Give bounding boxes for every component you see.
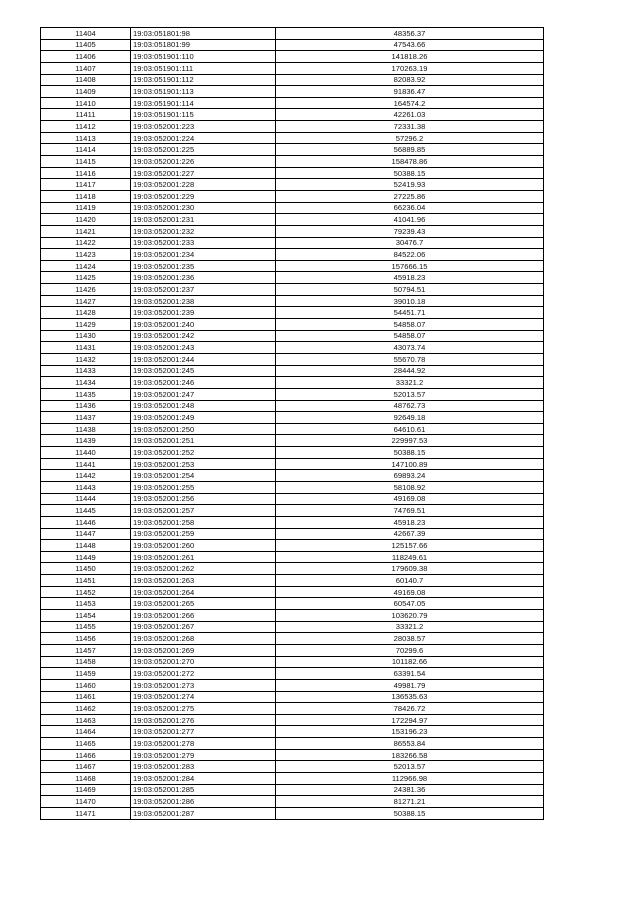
amount-cell: 27225.86 (276, 190, 544, 202)
table-row (41, 330, 544, 342)
cadastral-number-cell: 19:03:052001:263 (131, 575, 276, 587)
row-number-cell: 11448 (41, 540, 131, 552)
row-number-cell: 11447 (41, 528, 131, 540)
amount-cell: 52013.57 (276, 761, 544, 773)
table-row (41, 62, 544, 74)
table-row (41, 260, 544, 272)
cadastral-number-cell: 19:03:051901:111 (131, 62, 276, 74)
cadastral-number-cell: 19:03:051901:110 (131, 51, 276, 63)
row-number-cell: 11438 (41, 423, 131, 435)
table-row (41, 610, 544, 622)
amount-cell: 50388.15 (276, 167, 544, 179)
row-number-cell: 11418 (41, 190, 131, 202)
row-number-cell: 11408 (41, 74, 131, 86)
row-number-cell: 11455 (41, 621, 131, 633)
row-number-cell: 11456 (41, 633, 131, 645)
amount-cell: 33321.2 (276, 377, 544, 389)
cadastral-number-cell: 19:03:052001:235 (131, 260, 276, 272)
cadastral-number-cell: 19:03:052001:236 (131, 272, 276, 284)
table-row (41, 586, 544, 598)
cadastral-number-cell: 19:03:052001:224 (131, 132, 276, 144)
amount-cell: 24381.36 (276, 784, 544, 796)
row-number-cell: 11434 (41, 377, 131, 389)
row-number-cell: 11460 (41, 679, 131, 691)
table-row (41, 190, 544, 202)
amount-cell: 158478.86 (276, 156, 544, 168)
row-number-cell: 11429 (41, 319, 131, 331)
amount-cell: 54451.71 (276, 307, 544, 319)
row-number-cell: 11466 (41, 749, 131, 761)
row-number-cell: 11420 (41, 214, 131, 226)
row-number-cell: 11421 (41, 225, 131, 237)
table-row (41, 388, 544, 400)
table-row (41, 109, 544, 121)
row-number-cell: 11454 (41, 610, 131, 622)
amount-cell: 54858.07 (276, 330, 544, 342)
row-number-cell: 11437 (41, 412, 131, 424)
table-row (41, 516, 544, 528)
table-row (41, 679, 544, 691)
row-number-cell: 11446 (41, 516, 131, 528)
table-row (41, 703, 544, 715)
table-row (41, 237, 544, 249)
row-number-cell: 11450 (41, 563, 131, 575)
table-row (41, 493, 544, 505)
row-number-cell: 11459 (41, 668, 131, 680)
cadastral-number-cell: 19:03:052001:228 (131, 179, 276, 191)
row-number-cell: 11443 (41, 481, 131, 493)
amount-cell: 50388.15 (276, 447, 544, 459)
table-row (41, 447, 544, 459)
row-number-cell: 11467 (41, 761, 131, 773)
amount-cell: 55670.78 (276, 353, 544, 365)
table-row (41, 319, 544, 331)
amount-cell: 78426.72 (276, 703, 544, 715)
cadastral-number-cell: 19:03:052001:247 (131, 388, 276, 400)
row-number-cell: 11469 (41, 784, 131, 796)
amount-cell: 30476.7 (276, 237, 544, 249)
table-row (41, 353, 544, 365)
table-row (41, 575, 544, 587)
row-number-cell: 11436 (41, 400, 131, 412)
table-row (41, 295, 544, 307)
table-row (41, 784, 544, 796)
table-row (41, 435, 544, 447)
table-row (41, 773, 544, 785)
cadastral-number-cell: 19:03:052001:286 (131, 796, 276, 808)
amount-cell: 63391.54 (276, 668, 544, 680)
table-row (41, 738, 544, 750)
row-number-cell: 11435 (41, 388, 131, 400)
cadastral-number-cell: 19:03:052001:261 (131, 551, 276, 563)
table-row (41, 644, 544, 656)
row-number-cell: 11449 (41, 551, 131, 563)
table-row (41, 51, 544, 63)
cadastral-number-cell: 19:03:052001:270 (131, 656, 276, 668)
cadastral-number-cell: 19:03:052001:275 (131, 703, 276, 715)
amount-cell: 92649.18 (276, 412, 544, 424)
amount-cell: 141818.26 (276, 51, 544, 63)
table-row (41, 307, 544, 319)
row-number-cell: 11409 (41, 86, 131, 98)
table-row (41, 796, 544, 808)
row-number-cell: 11428 (41, 307, 131, 319)
amount-cell: 64610.61 (276, 423, 544, 435)
table-row (41, 656, 544, 668)
cadastral-number-cell: 19:03:052001:264 (131, 586, 276, 598)
cadastral-number-cell: 19:03:051801:99 (131, 39, 276, 51)
cadastral-number-cell: 19:03:052001:254 (131, 470, 276, 482)
amount-cell: 60547.05 (276, 598, 544, 610)
data-table (40, 27, 544, 820)
amount-cell: 136535.63 (276, 691, 544, 703)
row-number-cell: 11411 (41, 109, 131, 121)
table-row (41, 284, 544, 296)
table-row (41, 470, 544, 482)
cadastral-number-cell: 19:03:052001:227 (131, 167, 276, 179)
cadastral-number-cell: 19:03:051901:113 (131, 86, 276, 98)
row-number-cell: 11439 (41, 435, 131, 447)
amount-cell: 183266.58 (276, 749, 544, 761)
table-row (41, 714, 544, 726)
amount-cell: 172294.97 (276, 714, 544, 726)
table-row (41, 179, 544, 191)
row-number-cell: 11406 (41, 51, 131, 63)
cadastral-number-cell: 19:03:052001:268 (131, 633, 276, 645)
cadastral-number-cell: 19:03:052001:272 (131, 668, 276, 680)
amount-cell: 54858.07 (276, 319, 544, 331)
row-number-cell: 11410 (41, 97, 131, 109)
row-number-cell: 11465 (41, 738, 131, 750)
amount-cell: 45918.23 (276, 272, 544, 284)
table-row (41, 132, 544, 144)
row-number-cell: 11445 (41, 505, 131, 517)
amount-cell: 157666.15 (276, 260, 544, 272)
cadastral-number-cell: 19:03:052001:276 (131, 714, 276, 726)
row-number-cell: 11416 (41, 167, 131, 179)
row-number-cell: 11412 (41, 121, 131, 133)
document-page (40, 27, 543, 820)
row-number-cell: 11419 (41, 202, 131, 214)
amount-cell: 82083.92 (276, 74, 544, 86)
amount-cell: 41041.96 (276, 214, 544, 226)
cadastral-number-cell: 19:03:052001:232 (131, 225, 276, 237)
amount-cell: 39010.18 (276, 295, 544, 307)
cadastral-number-cell: 19:03:052001:277 (131, 726, 276, 738)
amount-cell: 50388.15 (276, 807, 544, 819)
table-row (41, 551, 544, 563)
cadastral-number-cell: 19:03:052001:229 (131, 190, 276, 202)
table-row (41, 598, 544, 610)
amount-cell: 118249.61 (276, 551, 544, 563)
amount-cell: 49981.79 (276, 679, 544, 691)
cadastral-number-cell: 19:03:051901:115 (131, 109, 276, 121)
cadastral-number-cell: 19:03:052001:237 (131, 284, 276, 296)
table-row (41, 28, 544, 40)
row-number-cell: 11427 (41, 295, 131, 307)
amount-cell: 164574.2 (276, 97, 544, 109)
cadastral-number-cell: 19:03:052001:258 (131, 516, 276, 528)
cadastral-number-cell: 19:03:052001:225 (131, 144, 276, 156)
row-number-cell: 11430 (41, 330, 131, 342)
table-row (41, 86, 544, 98)
amount-cell: 49169.08 (276, 493, 544, 505)
row-number-cell: 11452 (41, 586, 131, 598)
amount-cell: 52419.93 (276, 179, 544, 191)
amount-cell: 47543.66 (276, 39, 544, 51)
row-number-cell: 11431 (41, 342, 131, 354)
table-row (41, 528, 544, 540)
amount-cell: 103620.79 (276, 610, 544, 622)
amount-cell: 42261.03 (276, 109, 544, 121)
row-number-cell: 11470 (41, 796, 131, 808)
cadastral-number-cell: 19:03:052001:267 (131, 621, 276, 633)
row-number-cell: 11432 (41, 353, 131, 365)
table-row (41, 807, 544, 819)
table-row (41, 249, 544, 261)
table-row (41, 423, 544, 435)
cadastral-number-cell: 19:03:052001:251 (131, 435, 276, 447)
table-row (41, 377, 544, 389)
amount-cell: 50794.51 (276, 284, 544, 296)
cadastral-number-cell: 19:03:052001:231 (131, 214, 276, 226)
cadastral-number-cell: 19:03:052001:266 (131, 610, 276, 622)
row-number-cell: 11440 (41, 447, 131, 459)
cadastral-number-cell: 19:03:052001:244 (131, 353, 276, 365)
table-row (41, 668, 544, 680)
row-number-cell: 11404 (41, 28, 131, 40)
table-row (41, 97, 544, 109)
cadastral-number-cell: 19:03:052001:226 (131, 156, 276, 168)
cadastral-number-cell: 19:03:052001:274 (131, 691, 276, 703)
amount-cell: 56889.85 (276, 144, 544, 156)
cadastral-number-cell: 19:03:052001:279 (131, 749, 276, 761)
cadastral-number-cell: 19:03:052001:256 (131, 493, 276, 505)
cadastral-number-cell: 19:03:052001:269 (131, 644, 276, 656)
cadastral-number-cell: 19:03:052001:239 (131, 307, 276, 319)
amount-cell: 49169.08 (276, 586, 544, 598)
amount-cell: 72331.38 (276, 121, 544, 133)
cadastral-number-cell: 19:03:052001:248 (131, 400, 276, 412)
row-number-cell: 11423 (41, 249, 131, 261)
cadastral-number-cell: 19:03:052001:245 (131, 365, 276, 377)
cadastral-number-cell: 19:03:052001:260 (131, 540, 276, 552)
table-row (41, 39, 544, 51)
row-number-cell: 11422 (41, 237, 131, 249)
cadastral-number-cell: 19:03:052001:240 (131, 319, 276, 331)
row-number-cell: 11462 (41, 703, 131, 715)
cadastral-number-cell: 19:03:052001:265 (131, 598, 276, 610)
cadastral-number-cell: 19:03:052001:252 (131, 447, 276, 459)
row-number-cell: 11453 (41, 598, 131, 610)
row-number-cell: 11457 (41, 644, 131, 656)
amount-cell: 101182.66 (276, 656, 544, 668)
table-row (41, 505, 544, 517)
amount-cell: 170263.19 (276, 62, 544, 74)
table-row (41, 412, 544, 424)
cadastral-number-cell: 19:03:052001:242 (131, 330, 276, 342)
amount-cell: 48762.73 (276, 400, 544, 412)
row-number-cell: 11461 (41, 691, 131, 703)
cadastral-number-cell: 19:03:052001:273 (131, 679, 276, 691)
table-row (41, 156, 544, 168)
table-row (41, 633, 544, 645)
amount-cell: 81271.21 (276, 796, 544, 808)
table-row (41, 342, 544, 354)
cadastral-number-cell: 19:03:052001:285 (131, 784, 276, 796)
row-number-cell: 11468 (41, 773, 131, 785)
amount-cell: 43073.74 (276, 342, 544, 354)
amount-cell: 28444.92 (276, 365, 544, 377)
amount-cell: 52013.57 (276, 388, 544, 400)
row-number-cell: 11442 (41, 470, 131, 482)
row-number-cell: 11415 (41, 156, 131, 168)
amount-cell: 153196.23 (276, 726, 544, 738)
amount-cell: 112966.98 (276, 773, 544, 785)
cadastral-number-cell: 19:03:051901:112 (131, 74, 276, 86)
row-number-cell: 11464 (41, 726, 131, 738)
table-row (41, 761, 544, 773)
row-number-cell: 11407 (41, 62, 131, 74)
row-number-cell: 11444 (41, 493, 131, 505)
amount-cell: 84522.06 (276, 249, 544, 261)
table-row (41, 121, 544, 133)
amount-cell: 125157.66 (276, 540, 544, 552)
table-body (41, 28, 544, 820)
table-row (41, 214, 544, 226)
amount-cell: 91836.47 (276, 86, 544, 98)
cadastral-number-cell: 19:03:052001:278 (131, 738, 276, 750)
cadastral-number-cell: 19:03:052001:253 (131, 458, 276, 470)
amount-cell: 60140.7 (276, 575, 544, 587)
table-row (41, 749, 544, 761)
table-row (41, 167, 544, 179)
table-row (41, 458, 544, 470)
table-row (41, 144, 544, 156)
amount-cell: 147100.89 (276, 458, 544, 470)
amount-cell: 86553.84 (276, 738, 544, 750)
cadastral-number-cell: 19:03:052001:283 (131, 761, 276, 773)
amount-cell: 74769.51 (276, 505, 544, 517)
cadastral-number-cell: 19:03:052001:230 (131, 202, 276, 214)
table-row (41, 481, 544, 493)
table-row (41, 726, 544, 738)
cadastral-number-cell: 19:03:052001:246 (131, 377, 276, 389)
cadastral-number-cell: 19:03:052001:249 (131, 412, 276, 424)
cadastral-number-cell: 19:03:052001:287 (131, 807, 276, 819)
table-row (41, 272, 544, 284)
cadastral-number-cell: 19:03:052001:262 (131, 563, 276, 575)
table-row (41, 74, 544, 86)
amount-cell: 69893.24 (276, 470, 544, 482)
row-number-cell: 11471 (41, 807, 131, 819)
cadastral-number-cell: 19:03:051901:114 (131, 97, 276, 109)
table-row (41, 691, 544, 703)
table-row (41, 540, 544, 552)
amount-cell: 58108.92 (276, 481, 544, 493)
amount-cell: 79239.43 (276, 225, 544, 237)
amount-cell: 48356.37 (276, 28, 544, 40)
row-number-cell: 11441 (41, 458, 131, 470)
amount-cell: 45918.23 (276, 516, 544, 528)
row-number-cell: 11433 (41, 365, 131, 377)
row-number-cell: 11413 (41, 132, 131, 144)
row-number-cell: 11426 (41, 284, 131, 296)
cadastral-number-cell: 19:03:052001:257 (131, 505, 276, 517)
row-number-cell: 11405 (41, 39, 131, 51)
amount-cell: 70299.6 (276, 644, 544, 656)
amount-cell: 179609.38 (276, 563, 544, 575)
cadastral-number-cell: 19:03:051801:98 (131, 28, 276, 40)
table-row (41, 621, 544, 633)
row-number-cell: 11417 (41, 179, 131, 191)
row-number-cell: 11424 (41, 260, 131, 272)
amount-cell: 57296.2 (276, 132, 544, 144)
row-number-cell: 11451 (41, 575, 131, 587)
cadastral-number-cell: 19:03:052001:259 (131, 528, 276, 540)
table-row (41, 225, 544, 237)
cadastral-number-cell: 19:03:052001:223 (131, 121, 276, 133)
row-number-cell: 11458 (41, 656, 131, 668)
row-number-cell: 11463 (41, 714, 131, 726)
table-row (41, 202, 544, 214)
cadastral-number-cell: 19:03:052001:243 (131, 342, 276, 354)
amount-cell: 42667.39 (276, 528, 544, 540)
row-number-cell: 11414 (41, 144, 131, 156)
amount-cell: 28038.57 (276, 633, 544, 645)
cadastral-number-cell: 19:03:052001:284 (131, 773, 276, 785)
cadastral-number-cell: 19:03:052001:255 (131, 481, 276, 493)
table-row (41, 400, 544, 412)
cadastral-number-cell: 19:03:052001:238 (131, 295, 276, 307)
cadastral-number-cell: 19:03:052001:250 (131, 423, 276, 435)
amount-cell: 33321.2 (276, 621, 544, 633)
amount-cell: 229997.53 (276, 435, 544, 447)
table-row (41, 563, 544, 575)
table-row (41, 365, 544, 377)
cadastral-number-cell: 19:03:052001:233 (131, 237, 276, 249)
amount-cell: 66236.04 (276, 202, 544, 214)
cadastral-number-cell: 19:03:052001:234 (131, 249, 276, 261)
row-number-cell: 11425 (41, 272, 131, 284)
